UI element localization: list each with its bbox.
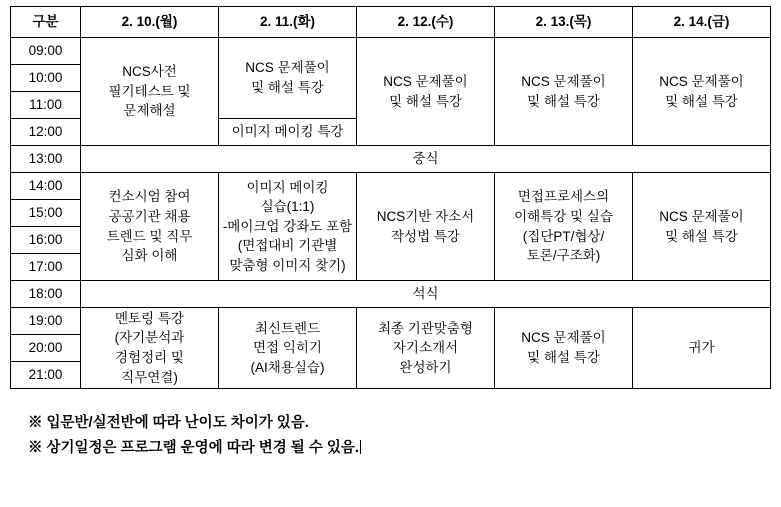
- column-header-mon: 2. 10.(월): [81, 7, 219, 38]
- cell-line: 최신트렌드: [254, 320, 321, 336]
- time-label: 09:00: [11, 38, 81, 65]
- cell-line: (면접대비 기관별: [237, 238, 338, 254]
- schedule-table: [10, 6, 771, 389]
- cell-line: -메이크업 강좌도 포함: [222, 218, 353, 234]
- note-line-2: [28, 436, 771, 461]
- cell-line: NCS 문제풀이: [245, 60, 330, 76]
- cell-line: 자기소개서: [392, 340, 459, 356]
- time-label: 16:00: [11, 227, 81, 254]
- time-label: 10:00: [11, 65, 81, 92]
- time-label: 12:00: [11, 119, 81, 146]
- cell-tue-evening: [219, 308, 357, 389]
- cell-line: 및 해설 특강: [665, 228, 738, 244]
- cell-line: 최종 기관맞춤형: [377, 320, 474, 336]
- time-label: 21:00: [11, 362, 81, 389]
- cell-line: 공공기관 채용: [108, 208, 191, 224]
- column-header-wed: 2. 12.(수): [357, 7, 495, 38]
- cell-tue-morning-bottom: [219, 119, 357, 146]
- table-row: [11, 308, 771, 335]
- time-label: 14:00: [11, 173, 81, 200]
- cell-thu-afternoon: [495, 173, 633, 281]
- cell-mon-evening: [81, 308, 219, 389]
- cell-line: 실습(1:1): [260, 199, 315, 215]
- cell-line: 멘토링 특강: [115, 310, 184, 326]
- cell-line: 컨소시엄 참여: [108, 189, 191, 205]
- cell-line: 및 해설 특강: [251, 80, 324, 95]
- time-label: 17:00: [11, 254, 81, 281]
- cell-line: 직무연결): [121, 369, 178, 385]
- cell-line: NCS 문제풀이: [659, 208, 744, 224]
- cell-fri-morning: [633, 38, 771, 146]
- notes-block: [28, 411, 771, 462]
- cell-line: 귀가: [688, 340, 715, 356]
- column-header-fri: 2. 14.(금): [633, 7, 771, 38]
- cell-line: 및 해설 특강: [527, 93, 600, 109]
- cell-tue-afternoon: [219, 173, 357, 281]
- cell-fri-evening: [633, 308, 771, 389]
- cell-line: (자기분석과: [114, 330, 185, 346]
- cell-wed-evening: [357, 308, 495, 389]
- table-row-lunch: [11, 146, 771, 173]
- table-row: [11, 173, 771, 200]
- cell-line: NCS 문제풀이: [521, 73, 606, 89]
- cell-line: 및 해설 특강: [389, 93, 462, 109]
- time-label: 18:00: [11, 281, 81, 308]
- note-line-2-text: ※ 상기일정은 프로그램 운영에 따라 변경 될 수 있음.: [28, 440, 359, 457]
- cell-mon-afternoon: [81, 173, 219, 281]
- cell-line: NCS 문제풀이: [383, 73, 468, 89]
- column-header-thu: 2. 13.(목): [495, 7, 633, 38]
- cell-line: 완성하기: [399, 359, 452, 375]
- time-label: 20:00: [11, 335, 81, 362]
- text-cursor: [360, 440, 361, 454]
- cell-line: 이해특강 및 실습: [514, 208, 613, 224]
- cell-tue-morning-top: [219, 38, 357, 119]
- cell-line: 경험정리 및: [115, 350, 184, 365]
- cell-wed-morning: [357, 38, 495, 146]
- cell-line: 문제해설: [123, 103, 176, 119]
- cell-fri-afternoon: [633, 173, 771, 281]
- time-label: 19:00: [11, 308, 81, 335]
- cell-line: NCS기반 자소서: [376, 208, 475, 224]
- cell-lunch: 중식: [81, 146, 771, 173]
- time-label: 13:00: [11, 146, 81, 173]
- time-label: 11:00: [11, 92, 81, 119]
- cell-line: 맞춤형 이미지 찾기): [229, 257, 346, 273]
- note-line-1: ※ 입문반/실전반에 따라 난이도 차이가 있음.: [28, 415, 309, 431]
- table-row-dinner: [11, 281, 771, 308]
- cell-line: 필기테스트 및: [108, 83, 191, 99]
- cell-line: 및 해설 특강: [665, 93, 738, 109]
- column-header-tue: 2. 11.(화): [219, 7, 357, 38]
- cell-line: 트렌드 및 직무: [106, 228, 193, 244]
- time-label: 15:00: [11, 200, 81, 227]
- cell-line: 심화 이해: [121, 248, 178, 264]
- cell-line: 면접프로세스의: [517, 189, 610, 205]
- cell-thu-morning: [495, 38, 633, 146]
- cell-thu-evening: [495, 308, 633, 389]
- table-header-row: [11, 7, 771, 38]
- cell-line: (AI채용실습): [250, 359, 325, 375]
- cell-line: NCS 문제풀이: [521, 330, 606, 346]
- cell-line: NCS사전: [122, 64, 177, 80]
- cell-line: 이미지 메이킹 특강: [231, 124, 344, 140]
- column-header-category: 구분: [11, 7, 81, 38]
- cell-line: 토론/구조화): [526, 248, 601, 264]
- cell-line: 이미지 메이킹: [246, 179, 329, 195]
- cell-line: 및 해설 특강: [527, 350, 600, 365]
- cell-line: 면접 익히기: [253, 340, 322, 356]
- cell-line: NCS 문제풀이: [659, 73, 744, 89]
- cell-line: 작성법 특강: [391, 228, 460, 244]
- table-row: [11, 38, 771, 65]
- cell-mon-morning: [81, 38, 219, 146]
- cell-wed-afternoon: [357, 173, 495, 281]
- cell-dinner: 석식: [81, 281, 771, 308]
- cell-line: (집단PT/협상/: [522, 228, 605, 244]
